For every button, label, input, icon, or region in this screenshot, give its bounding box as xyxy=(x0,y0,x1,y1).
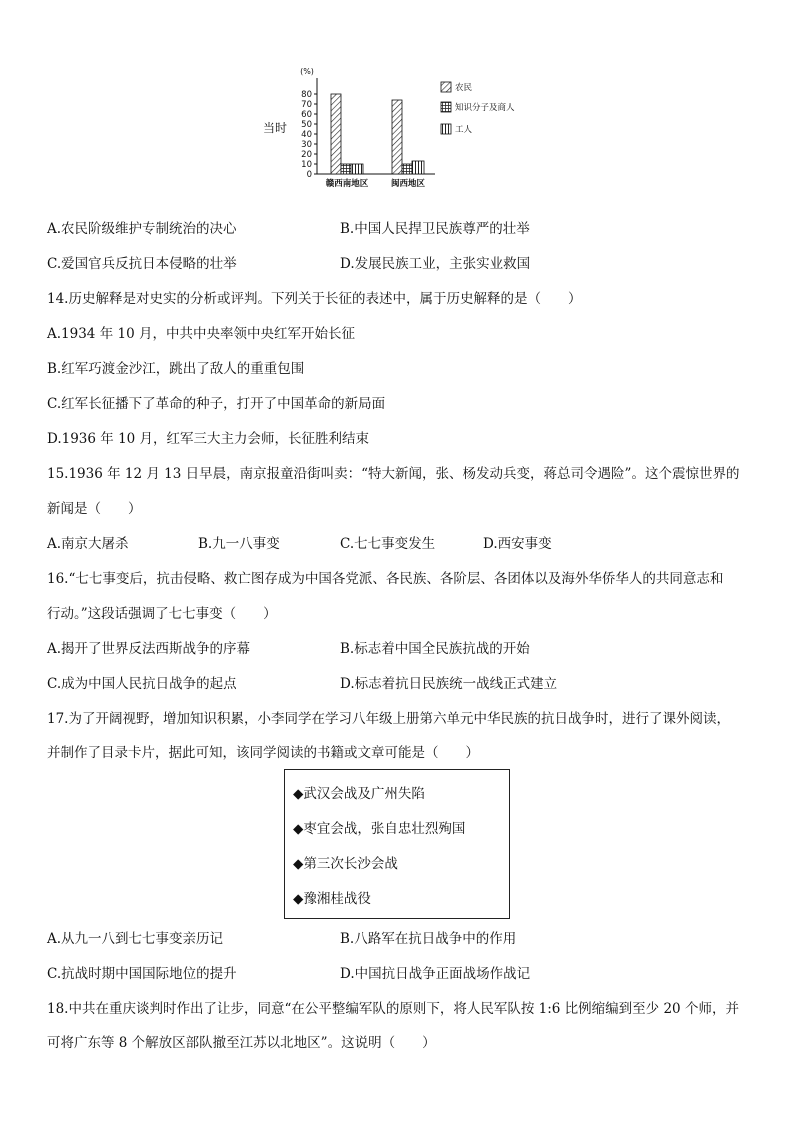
q17-option-d: D.中国抗日战争正面战场作战记 xyxy=(340,966,531,982)
x-tick-label: 闽西地区 xyxy=(390,179,426,189)
q13-option-b: B.中国人民捍卫民族尊严的壮举 xyxy=(340,221,530,237)
bar-chart xyxy=(255,62,555,197)
legend-swatch xyxy=(441,102,451,112)
catalog-item: ◆枣宜会战，张自忠壮烈殉国 xyxy=(293,821,466,837)
q15-option-a: A.南京大屠杀 xyxy=(47,536,129,552)
y-tick-label: 60 xyxy=(301,110,312,120)
y-tick-label: 20 xyxy=(301,150,312,160)
bar-0-2 xyxy=(351,164,363,174)
bar-1-0 xyxy=(392,100,402,174)
catalog-item: ◆武汉会战及广州失陷 xyxy=(293,786,425,802)
y-tick-label: 50 xyxy=(301,120,312,130)
y-tick-label: 40 xyxy=(301,130,312,140)
y-tick-label: 70 xyxy=(301,100,312,110)
q13-option-d: D.发展民族工业，主张实业救国 xyxy=(340,256,531,272)
bar-1-2 xyxy=(412,161,424,174)
y-tick-label: 30 xyxy=(301,140,312,150)
catalog-item: ◆豫湘桂战役 xyxy=(293,891,371,907)
q15-stem-line1: 15.1936 年 12 月 13 日早晨，南京报童沿街叫卖：“特大新闻，张、杨发动兵变，蒋总司令遇险”。这个震惊世界的 xyxy=(47,466,740,482)
y-tick-label: 0 xyxy=(306,170,312,180)
q16-option-d: D.标志着抗日民族统一战线正式建立 xyxy=(340,676,558,692)
q14-option-b: B.红军巧渡金沙江，跳出了敌人的重重包围 xyxy=(47,361,305,377)
legend-label: 知识分子及商人 xyxy=(455,103,515,113)
legend-label: 工人 xyxy=(455,125,473,135)
y-axis-label: (%) xyxy=(300,67,314,76)
y-tick-label: 10 xyxy=(301,160,312,170)
q13-option-c: C.爱国官兵反抗日本侵略的壮举 xyxy=(47,256,237,272)
bar-0-1 xyxy=(341,164,351,174)
q17-stem-line2: 并制作了目录卡片，据此可知，该同学阅读的书籍或文章可能是（ ） xyxy=(47,745,479,761)
q16-option-c: C.成为中国人民抗日战争的起点 xyxy=(47,676,237,692)
q15-option-d: D.西安事变 xyxy=(483,536,552,552)
catalog-card xyxy=(284,769,510,919)
q14-option-a: A.1934 年 10 月，中共中央率领中央红军开始长征 xyxy=(47,326,355,342)
x-tick-label: 赣西南地区 xyxy=(325,179,369,189)
q17-option-c: C.抗战时期中国国际地位的提升 xyxy=(47,966,237,982)
q16-stem-line2: 行动。”这段话强调了七七事变（ ） xyxy=(47,606,277,622)
q17-option-a: A.从九一八到七七事变亲历记 xyxy=(47,931,224,947)
bar-0-0 xyxy=(331,94,341,174)
q14-option-c: C.红军长征播下了革命的种子，打开了中国革命的新局面 xyxy=(47,396,386,412)
legend-swatch xyxy=(441,82,451,92)
q16-option-b: B.标志着中国全民族抗战的开始 xyxy=(340,641,530,657)
chart-svg xyxy=(255,62,555,197)
q14-option-d: D.1936 年 10 月，红军三大主力会师，长征胜利结束 xyxy=(47,431,370,447)
legend-swatch xyxy=(441,124,451,134)
bar-1-1 xyxy=(402,164,412,174)
q14-stem: 14.历史解释是对史实的分析或评判。下列关于长征的表述中，属于历史解释的是（ ） xyxy=(47,291,582,307)
q15-stem-line2: 新闻是（ ） xyxy=(47,501,142,517)
q16-stem-line1: 16.“七七事变后，抗击侵略、救亡图存成为中国各党派、各民族、各阶层、各团体以及海外华侨华人的共同意志和 xyxy=(47,571,724,587)
q16-option-a: A.揭开了世界反法西斯战争的序幕 xyxy=(47,641,251,657)
side-label: 当时 xyxy=(263,121,288,135)
q18-stem-line2: 可将广东等 8 个解放区部队撤至江苏以北地区”。这说明（ ） xyxy=(47,1035,436,1051)
q17-option-b: B.八路军在抗日战争中的作用 xyxy=(340,931,517,947)
q13-option-a: A.农民阶级维护专制统治的决心 xyxy=(47,221,237,237)
catalog-item: ◆第三次长沙会战 xyxy=(293,856,398,872)
y-tick-label: 80 xyxy=(301,90,312,100)
q15-option-b: B.九一八事变 xyxy=(198,536,280,552)
q15-option-c: C.七七事变发生 xyxy=(340,536,436,552)
legend-label: 农民 xyxy=(455,83,473,93)
q17-stem-line1: 17.为了开阔视野，增加知识积累，小李同学在学习八年级上册第六单元中华民族的抗日战争时，进行了课外阅读， xyxy=(47,711,730,727)
q18-stem-line1: 18.中共在重庆谈判时作出了让步，同意“在公平整编军队的原则下，将人民军队按 1:6 比例缩编到至少 20 个师，并 xyxy=(47,1001,739,1017)
